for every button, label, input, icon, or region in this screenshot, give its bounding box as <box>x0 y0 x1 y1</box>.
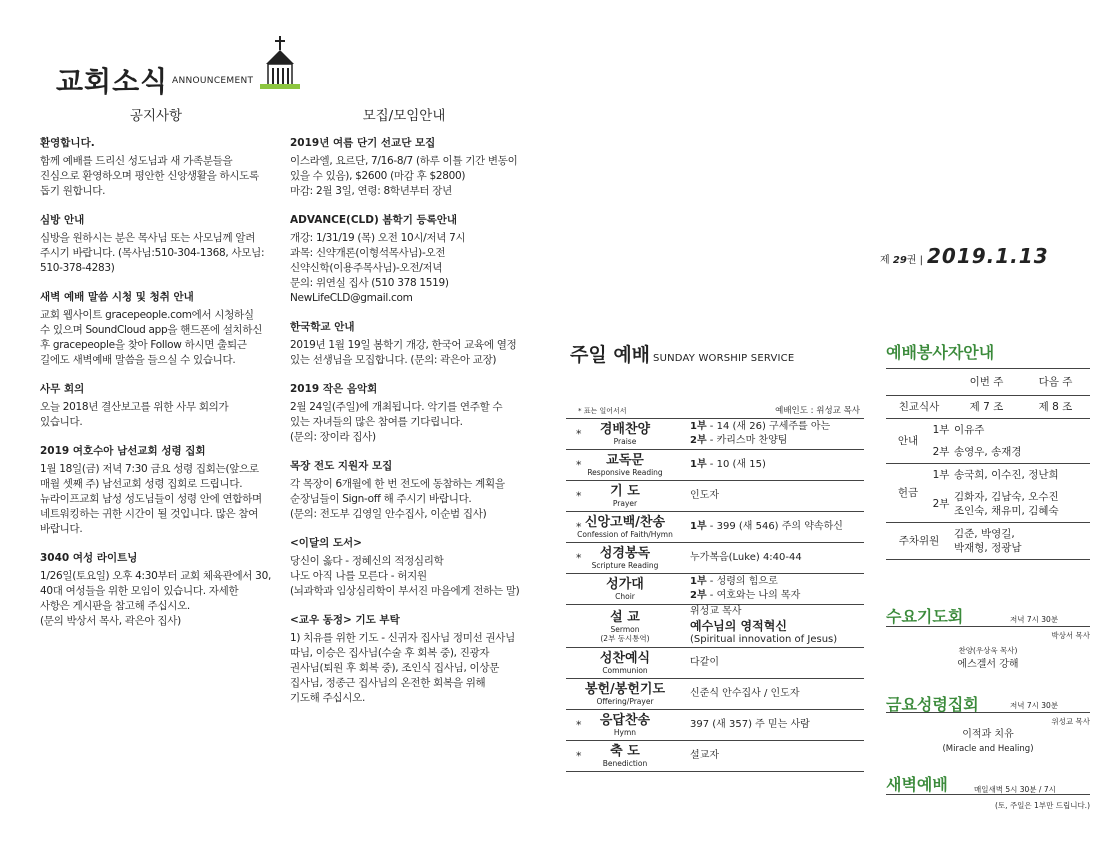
table-row <box>886 463 1090 486</box>
volume-suffix: 권 | <box>906 255 923 266</box>
worship-detail-line <box>690 551 864 565</box>
notice-item <box>40 213 272 276</box>
worship-row <box>566 710 864 741</box>
detail-text: - 성령의 힘으로 <box>706 576 778 587</box>
worship-detail <box>684 718 864 732</box>
detail-text: 신준식 안수집사 / 인도자 <box>690 688 800 699</box>
worship-row <box>566 450 864 481</box>
worship-detail-line <box>690 718 864 732</box>
recruit-item <box>290 459 522 522</box>
worship-item <box>566 419 684 449</box>
worship-item-en: Prayer <box>612 499 638 508</box>
worship-detail <box>684 458 864 472</box>
notice-body: 1월 18일(금) 저녁 7:30 금요 성령 집회는(앞으로 매월 셋째 주) 남선교회 성령 집회로 드립니다. 뉴라이프교회 남성 성도님들이 성령 안에 연합하며 네트워킹하는 귀한 시간이 될 것입니다. 많은 참여 바랍니다. <box>40 463 262 535</box>
standing-mark: * <box>576 458 582 472</box>
worship-order <box>566 418 864 772</box>
worship-item <box>566 574 684 604</box>
detail-text: 다같이 <box>690 657 719 668</box>
worship-detail <box>684 575 864 603</box>
notice-body: 심방을 원하시는 분은 목사님 또는 사모님께 알려 주시기 바랍니다. (목사님:510-304-1368, 사모님: 510-378-4283) <box>40 232 265 274</box>
worship-row <box>566 481 864 512</box>
detail-text: - 14 (새 26) 구세주를 아는 <box>706 421 831 432</box>
greeter-next: 제 8 조 <box>1021 395 1090 418</box>
table-row <box>886 369 1090 395</box>
notice-body: 1/26일(토요일) 오후 4:30부터 교회 체육관에서 30, 40대 여성들을 위한 모임이 있습니다. 자세한 사항은 게시판을 참고해 주십시오. (문의 박상서 목사, 곽은아 집사) <box>40 570 271 627</box>
offering-1: 송국희, 이수진, 정난희 <box>954 468 1059 481</box>
dawn-time: 매일새벽 5시 30분 / 7시 <box>974 785 1056 794</box>
worship-detail <box>684 420 864 448</box>
worship-item-en: Responsive Reading <box>587 468 663 477</box>
recruit-body: 2월 24일(주일)에 개최됩니다. 악기를 연주할 수 있는 자녀들의 많은 참여를 기다립니다. (문의: 장이라 집사) <box>290 401 503 443</box>
recruit-item <box>290 613 522 706</box>
recruit-body: 당신이 옳다 - 정혜신의 적정심리학 나도 아직 나를 모른다 - 허지원 (뇌과학과 임상심리학이 부서진 마음에게 전하는 말) <box>290 555 520 597</box>
worship-detail <box>684 687 864 701</box>
friday-preacher: 위성교 목사 <box>1051 717 1090 726</box>
volume-prefix: 제 <box>880 255 890 266</box>
recruit-body: 개강: 1/31/19 (목) 오전 10시/저녁 7시 과목: 신약개론(이형석목사님)-오전 신약신학(이용주목사님)-오전/저녁 문의: 위연실 집사 (510 378 1519) NewLifeCLD@gmail.com <box>290 232 466 304</box>
worship-item <box>566 741 684 771</box>
worship-item-en: Praise <box>613 437 637 446</box>
worship-detail <box>684 605 864 647</box>
worship-detail <box>684 551 864 565</box>
recruit-item <box>290 136 522 199</box>
volume-number: 29 <box>892 255 907 266</box>
col-this-week: 이번 주 <box>952 369 1021 395</box>
worship-item-en: Benediction <box>602 759 648 768</box>
wednesday-preacher: 박상서 목사 <box>1051 631 1090 640</box>
notice-body: 함께 예배를 드리신 성도님과 새 가족분들을 진심으로 환영하오며 평안한 신앙생활을 하시도록 돕기 원합니다. <box>40 155 259 197</box>
detail-text: 397 (새 357) 주 믿는 사람 <box>690 719 810 730</box>
service-number: 1부 <box>690 521 707 532</box>
worship-detail-line <box>690 687 864 701</box>
worship-row <box>566 543 864 574</box>
worship-item-kr: 성가대 <box>606 577 644 592</box>
worship-detail-line <box>690 633 864 647</box>
offering-2-label: 2부 <box>930 486 952 523</box>
church-icon <box>258 36 302 90</box>
worship-item <box>566 648 684 678</box>
recruit-title: <교우 동정> 기도 부탁 <box>290 614 400 626</box>
service-title: 예배봉사자안내 <box>886 343 995 362</box>
usher-2-label: 2부 <box>930 441 952 464</box>
recruit-body: 각 목장이 6개월에 한 번 전도에 동참하는 계획을 순장님들이 Sign-off 해 주시기 바랍니다. (문의: 전도부 김영일 안수집사, 이순범 집사) <box>290 478 505 520</box>
worship-row <box>566 512 864 543</box>
friday-body <box>886 728 1090 756</box>
worship-item-kr: 신앙고백/찬송 <box>584 515 666 530</box>
service-number: 2부 <box>690 590 707 601</box>
parking: 김준, 박영길, 박재형, 정광남 <box>952 522 1090 559</box>
worship-item-en: Offering/Prayer <box>596 697 654 706</box>
worship-title-en: SUNDAY WORSHIP SERVICE <box>653 353 795 364</box>
worship-item-en: Sermon <box>610 624 640 634</box>
service-number: 2부 <box>690 435 707 446</box>
offering-2: 김화자, 김남숙, 오수진 조인숙, 채유미, 김혜숙 <box>952 486 1090 523</box>
wednesday-time: 저녁 7시 30분 <box>1010 615 1059 624</box>
usher-1-label: 1부 <box>932 423 950 436</box>
usher-label: 안내 <box>886 418 930 463</box>
detail-text: 누가복음(Luke) 4:40-44 <box>690 552 802 563</box>
service-number: 1부 <box>690 576 707 587</box>
recruit-item <box>290 536 522 599</box>
worship-item-kr: 교독문 <box>606 453 644 468</box>
page-subtitle: ANNOUNCEMENT <box>172 76 254 86</box>
notices-heading: 공지사항 <box>129 108 183 124</box>
recruit-item <box>290 320 522 368</box>
worship-item <box>566 710 684 740</box>
worship-note: * 표는 일어서서 <box>578 407 627 415</box>
worship-detail-line <box>690 749 864 763</box>
service-table <box>886 368 1090 560</box>
parking-label: 주차위원 <box>886 522 952 559</box>
detail-text: 예수님의 영적혁신 <box>690 619 787 633</box>
worship-item-en: Choir <box>615 592 635 601</box>
recruit-item <box>290 382 522 445</box>
worship-row <box>566 574 864 605</box>
recruit-body: 이스라엘, 요르단, 7/16-8/7 (하루 이틀 기간 변동이 있을 수 있음), $2600 (마감 후 $2800) 마감: 2월 3일, 연령: 8학년부터 장년 <box>290 155 518 197</box>
worship-detail-line <box>690 589 864 603</box>
worship-item-en: Confession of Faith/Hymn <box>577 530 673 539</box>
worship-item-en: Hymn <box>613 728 637 737</box>
dawn-title: 새벽예배 <box>886 775 948 794</box>
worship-item <box>566 512 684 542</box>
notice-item <box>40 382 272 430</box>
offering-label: 헌금 <box>886 463 930 522</box>
worship-detail-line <box>690 489 864 503</box>
worship-item-en: Scripture Reading <box>591 561 659 570</box>
wednesday-body <box>886 644 1090 672</box>
worship-item <box>566 607 684 646</box>
worship-detail-line <box>690 458 864 472</box>
recruit-item <box>290 213 522 306</box>
worship-item-note: (2부 동시통역) <box>600 633 650 643</box>
worship-item <box>566 679 684 709</box>
worship-row <box>566 419 864 450</box>
notice-title: 3040 여성 라이트닝 <box>40 552 138 564</box>
worship-row <box>566 679 864 710</box>
friday-divider <box>886 712 1090 713</box>
notice-item <box>40 136 272 199</box>
worship-detail <box>684 520 864 534</box>
notice-title: 심방 안내 <box>40 214 85 226</box>
worship-item-en: Communion <box>602 666 648 675</box>
worship-detail-line <box>690 656 864 670</box>
worship-detail <box>684 749 864 763</box>
service-number: 1부 <box>690 421 707 432</box>
volume-label <box>880 255 923 266</box>
worship-row <box>566 605 864 648</box>
worship-item-kr: 성찬예식 <box>599 651 651 666</box>
recruit-heading: 모집/모임안내 <box>362 108 446 124</box>
notice-item <box>40 444 272 537</box>
detail-text: - 399 (새 546) 주의 약속하신 <box>706 521 843 532</box>
friday-line2: (Miracle and Healing) <box>942 744 1034 754</box>
detail-text: - 10 (새 15) <box>706 459 766 470</box>
notice-title: 환영합니다. <box>40 137 95 149</box>
worship-item <box>566 481 684 511</box>
worship-detail-line <box>690 434 864 448</box>
worship-title <box>570 340 794 367</box>
standing-mark: * <box>576 551 582 565</box>
usher-2: 송영우, 송재경 <box>952 441 1090 464</box>
service-number: 1부 <box>690 459 707 470</box>
notice-item <box>40 551 272 629</box>
worship-item-kr: 봉헌/봉헌기도 <box>584 682 666 697</box>
greeter-this: 제 7 조 <box>952 395 1021 418</box>
standing-mark: * <box>576 718 582 732</box>
notice-body: 오늘 2018년 결산보고를 위한 사무 회의가 있습니다. <box>40 401 229 428</box>
worship-detail-line <box>690 619 864 633</box>
recruit-body: 2019년 1월 19일 봄학기 개강, 한국어 교육에 열정 있는 선생님을 모집합니다. (문의: 곽은아 교장) <box>290 339 517 366</box>
worship-detail <box>684 489 864 503</box>
standing-mark: * <box>576 749 582 763</box>
offering-1-label: 1부 <box>932 468 950 481</box>
worship-title-kr: 주일 예배 <box>570 344 651 366</box>
detail-text: 인도자 <box>690 490 719 501</box>
worship-detail-line <box>690 605 864 619</box>
recruit-title: 목장 전도 지원자 모집 <box>290 460 393 472</box>
worship-item <box>566 543 684 573</box>
page-title: 교회소식 <box>56 65 169 98</box>
wednesday-divider <box>886 626 1090 627</box>
notice-title: 사무 회의 <box>40 383 85 395</box>
recruit-body: 1) 치유를 위한 기도 - 신귀자 집사님 정미선 권사님 따님, 이승은 집사님(수술 후 회복 중), 진광자 권사님(퇴원 후 회복 중), 조인식 집사님, 이상문 집사님, 정종근 집사님의 온전한 회복을 위해 기도해 주십시오. <box>290 632 515 704</box>
worship-item-kr: 응답찬송 <box>599 713 651 728</box>
detail-text: 위성교 목사 <box>690 606 742 617</box>
detail-text: 설교자 <box>690 750 719 761</box>
notice-title: 2019 여호수아 남선교회 성령 집회 <box>40 445 206 457</box>
worship-detail-line <box>690 575 864 589</box>
worship-item-kr: 경배찬양 <box>599 422 651 437</box>
worship-item-kr: 성경봉독 <box>599 546 651 561</box>
table-row <box>886 418 1090 441</box>
worship-row <box>566 648 864 679</box>
table-row <box>886 395 1090 418</box>
standing-mark: * <box>576 427 582 441</box>
wednesday-line1: 찬양(우상욱 목사) <box>958 646 1018 655</box>
worship-leader: 예배인도 : 위성교 목사 <box>775 406 860 416</box>
notice-body: 교회 웹사이트 gracepeople.com에서 시청하실 수 있으며 SoundCloud app을 핸드폰에 설치하신 후 gracepeople을 찾아 Follow 하시면 출퇴근 길에도 새벽예배 말씀을 들으실 수 있습니다. <box>40 309 263 366</box>
table-row <box>886 522 1090 559</box>
friday-time: 저녁 7시 30분 <box>1010 701 1059 710</box>
issue-date: 2019.1.13 <box>927 244 1049 268</box>
worship-detail <box>684 656 864 670</box>
worship-detail-line <box>690 420 864 434</box>
worship-detail-line <box>690 520 864 534</box>
recruit-column <box>290 136 522 720</box>
worship-item-kr: 축 도 <box>610 744 640 759</box>
recruit-title: <이달의 도서> <box>290 537 362 549</box>
friday-title: 금요성령집회 <box>886 695 979 714</box>
worship-item-kr: 기 도 <box>610 484 640 499</box>
detail-text: - 여호와는 나의 목자 <box>706 590 801 601</box>
usher-1: 이유주 <box>954 423 985 436</box>
worship-row <box>566 741 864 772</box>
recruit-title: 2019 작은 음악회 <box>290 383 378 395</box>
standing-mark: * <box>576 489 582 503</box>
dawn-note: (토, 주일은 1부만 드립니다.) <box>995 801 1090 810</box>
wednesday-line2: 에스겔서 강해 <box>957 659 1019 670</box>
worship-item <box>566 450 684 480</box>
recruit-title: ADVANCE(CLD) 봄학기 등록안내 <box>290 214 458 226</box>
standing-mark: * <box>576 520 582 534</box>
worship-item-kr: 설 교 <box>610 609 640 625</box>
recruit-title: 한국학교 안내 <box>290 321 355 333</box>
detail-text: (Spiritual innovation of Jesus) <box>690 634 838 645</box>
notices-column <box>40 136 272 643</box>
greeter-label: 친교식사 <box>886 395 952 418</box>
issue-info <box>880 244 1049 268</box>
wednesday-title: 수요기도회 <box>886 607 964 626</box>
notice-item <box>40 290 272 368</box>
notice-title: 새벽 예배 말씀 시청 및 청취 안내 <box>40 291 194 303</box>
col-next-week: 다음 주 <box>1021 369 1090 395</box>
friday-line1: 이적과 치유 <box>962 729 1014 740</box>
detail-text: - 카리스마 찬양팀 <box>706 435 788 446</box>
recruit-title: 2019년 여름 단기 선교단 모집 <box>290 137 436 149</box>
